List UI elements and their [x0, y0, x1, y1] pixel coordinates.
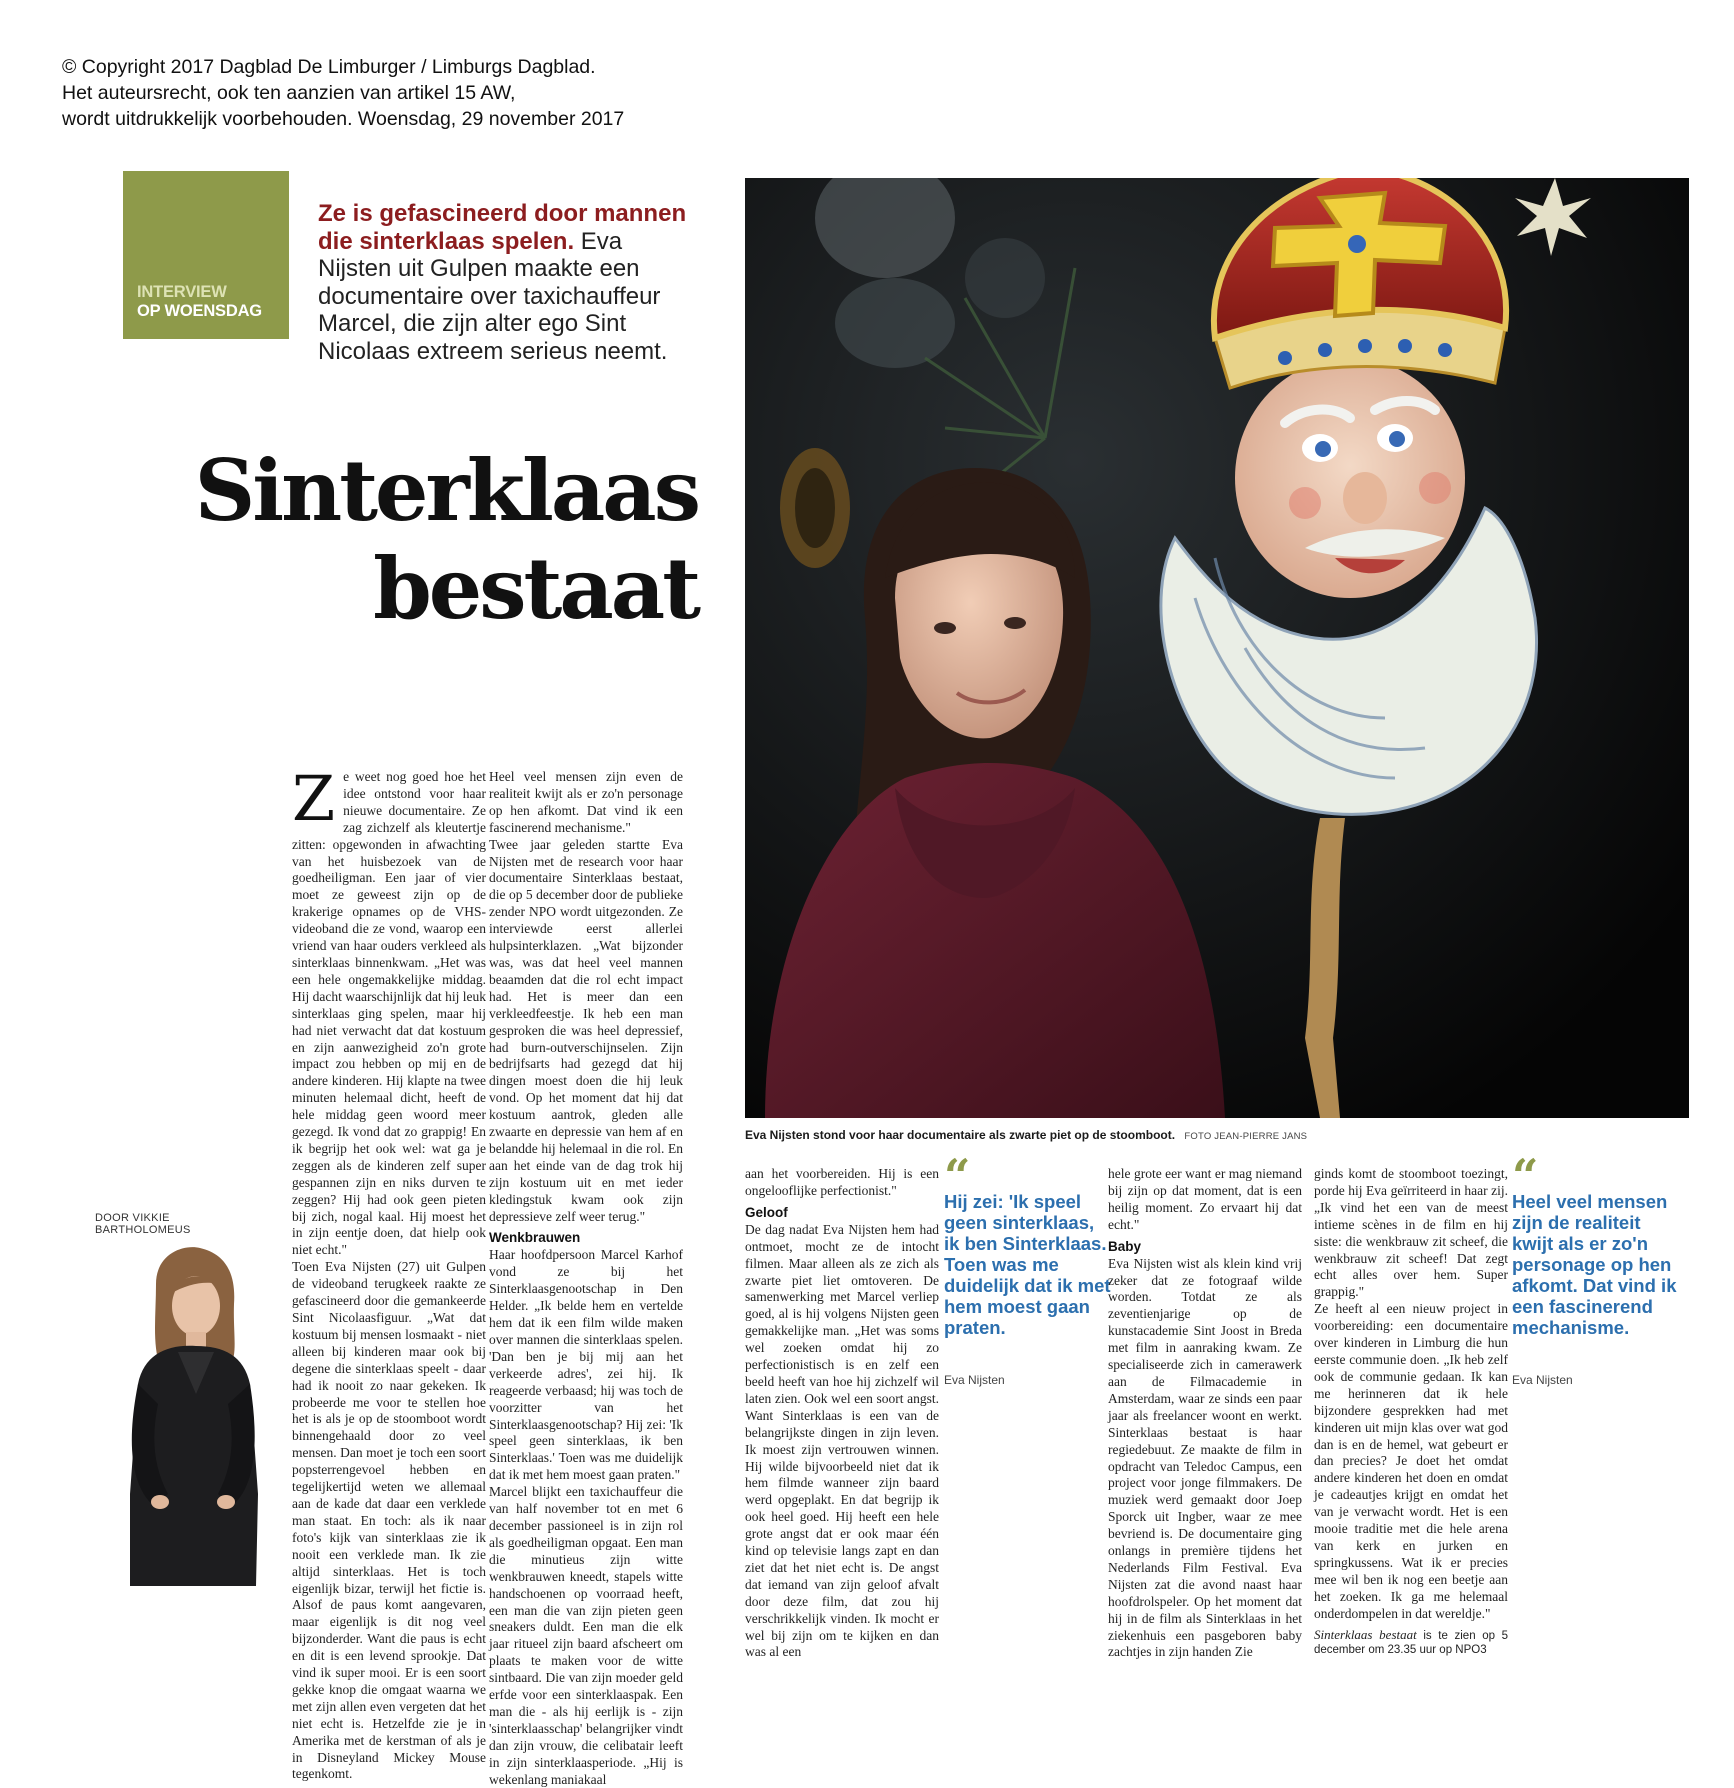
article-intro — [318, 200, 690, 365]
pull-quote-text: Heel veel mensen zijn de realiteit kwijt als er zo'n personage op hen afkomt. Dat vind ik een fascinerend mechanisme. — [1512, 1191, 1677, 1338]
pull-quote-1 — [944, 1149, 1114, 1391]
footnote-title: Sinterklaas bestaat — [1314, 1627, 1417, 1643]
copyright-notice — [62, 54, 702, 132]
headline-line-2: bestaat — [373, 539, 698, 638]
subheading-wenkbrauwen: Wenkbrauwen — [489, 1230, 581, 1246]
headline-line-1: Sinterklaas — [194, 441, 698, 540]
intro-lead: Ze is gefascineerd door mannen die sinterklaas spelen. — [318, 200, 687, 255]
paragraph: De dag nadat Eva Nijsten hem had ontmoet, mocht ze de intocht filmen. Maar alleen als ze zich als zwarte piet liet omtoveren. De samenwerking met Marcel verliep goed, al is hij volgens Nijsten geen gemakkelijke man. „Het was soms wel zoeken omdat hij zo perfectionistisch is en zelf een beeld heeft van hoe hij zichzelf wil laten zien. Ook wel een soort angst. Want Sinterklaas is een van de belangrijkste dingen in zijn leven. Ik moest zijn vertrouwen winnen. Hij wilde bijvoorbeeld niet dat ik hem filmde wanneer zijn baard werd opgeplakt. En dat begrijp ik ook heel goed. Hij heeft een hele grote angst dat er ook maar één kind op televisie langs zapt en dan ziet dat het niet echt is. De angst dat iemand van zijn geloof afvalt door deze film, dat zou hij verschrikkelijk vinden. Ik mocht er wel bij zijn om te kijken en dan was al een — [745, 1221, 939, 1660]
paragraph: hele grote eer want er mag niemand bij zijn op dat moment, dat is een heilig moment. Zo ervaart hij dat echt." — [1108, 1166, 1302, 1232]
subheading-baby: Baby — [1108, 1238, 1142, 1254]
footnote-text: is te zien op 5 december om 23.35 uur op NPO3 — [1314, 1630, 1509, 1657]
paragraph: Twee jaar geleden startte Eva Nijsten met de research voor haar documentaire Sinterklaas bestaat, die op 5 december door de publieke zender NPO wordt uitgezonden. Ze interviewde eerst allerlei hulpsinterklazen. „Wat bijzonder was, was dat heel veel mannen beaamden dat die rol echt impact had. Het is meer dan een verkleedfeestje. Ik heb een man gesproken die was heel depressief, had burn-outverschijnselen. Zijn bedrijfsarts had gezegd dat hij dingen moest doen die hij leuk vond. Op het moment dat hij dat kostuum aantrok, gleden alle zwaarte en depressie van hem af en belandde hij helemaal in die rol. En aan het einde van de dag trok hij zijn kostuum uit en met ieder kledingstuk kwam ook zijn depressieve zelf weer terug." — [489, 836, 683, 1224]
pull-quote-text: Hij zei: 'Ik speel geen sinterklaas, ik ben Sinterklaas. Toen was me duidelijk dat ik met hem moest gaan praten. — [944, 1191, 1111, 1338]
main-photo — [745, 178, 1689, 1118]
paragraph: Eva Nijsten wist als klein kind vrij zeker dat ze fotograaf wilde worden. Totdat ze als zeventienjarige op de kunstacademie Sint Joost in Breda met film in aanraking kwam. Ze specialiseerde zich in camerawerk aan de Filmacademie in Amsterdam, waar ze sinds een paar jaar als freelancer woont en werkt. Sinterklaas bestaat is haar regiedebuut. Ze maakte de film in opdracht van Teledoc Campus, een project voor jonge filmmakers. De muziek werd gemaakt door Joep Sporck uit Ingber, waar ze mee bevriend is. De documentaire ging onlangs in première tijdens het Nederlands Film Festival. Eva Nijsten zat die avond naast haar hoofdrolspeler. Op het moment dat hij in de film als Sinterklaas in het ziekenhuis een pasgeboren baby zachtjes in zijn handen Zie — [1108, 1255, 1302, 1660]
copyright-line-2: Het auteursrecht, ook ten aanzien van artikel 15 AW, — [62, 82, 516, 104]
paragraph — [292, 762, 486, 1259]
pull-quote-2 — [1512, 1149, 1682, 1391]
photo-credit: FOTO JEAN-PIERRE JANS — [1184, 1131, 1308, 1142]
headline — [178, 442, 698, 638]
paragraph: Heel veel mensen zijn even de realiteit kwijt als er zo'n personage op hen afkomt. Dat vind ik een fascinerend mechanisme." — [489, 769, 683, 835]
article-column-1 — [292, 762, 486, 1783]
author-photo — [108, 1244, 273, 1586]
quote-mark-icon: “ — [1512, 1149, 1539, 1203]
intro-rest: Eva Nijsten uit Gulpen maakte een documentaire over taxichauffeur Marcel, die zijn alter ego Sint Nicolaas extreem serieus neemt. — [318, 227, 668, 365]
main-photo-illustration — [745, 178, 1689, 1118]
byline: DOOR VIKKIE BARTHOLOMEUS — [95, 1212, 191, 1236]
pull-quote-attribution: Eva Nijsten — [944, 1373, 1005, 1387]
article-column-4 — [1108, 1166, 1302, 1661]
paragraph-text: e weet nog goed hoe het idee ontstond voor haar nieuwe documentaire. Ze zag zichzelf als kleutertje zitten: opgewonden in afwachting van het huisbezoek van de goedheiligman. Een jaar of vier moet ze geweest zijn op de krakerige opnames op de VHS-videoband die ze vond, waarop een vriend van haar ouders verkleed als sinterklaas binnenkwam. „Het was een hele ongemakkelijke middag. Hij dacht waarschijnlijk dat hij leuk sinterklaas ging spelen, maar hij had niet verwacht dat dat kostuum en zijn aanwezigheid zo'n grote impact zou hebben op mij en de andere kinderen. Hij klapte na twee minuten helemaal dicht, heeft de hele middag geen woord meer gezegd. Ik vond dat zo grappig! En ik begrijp het ook wel: wat ga je zeggen als de kinderen zelf super gespannen zijn en niks durven te zeggen? Hij had ook geen pieten bij zich, nogal kaal. Hij moest het in zijn eentje doen, dat hielp ook niet echt." — [292, 769, 486, 1258]
paragraph: ginds komt de stoomboot toezingt, porde hij Eva geïrriteerd in haar zij. „Ik vind het een van de meest intieme scènes in de film en hij siste: die wenkbrauw zit scheef, die wenkbrauw zit scheef! Dat zegt echt alles over hem. Super grappig." — [1314, 1166, 1508, 1300]
paragraph: Ze heeft al een nieuw project in voorbereiding: een documentaire over kinderen in Limburg die hun eerste communie doen. „Ik heb zelf ook de communie gedaan. Ik kan me herinneren dat ik hele bijzondere gesprekken had met kinderen uit mijn klas over wat god dan is en de hemel, wat gebeurt er dan precies? Je doet het omdat andere kinderen het doen en omdat je cadeautjes krijgt en omdat het van je verwacht wordt. Het is een mooie traditie met die hele arena van kerk en jurken en springkussens. Wat ik er precies mee wil ben ik nog een beetje aan het zoeken. Ik ga me helemaal onderdompelen in dat wereldje." — [1314, 1301, 1508, 1621]
copyright-line-3: wordt uitdrukkelijk voorbehouden. Woensdag, 29 november 2017 — [62, 108, 625, 130]
paragraph: aan het voorbereiden. Hij is een ongelooflijke perfectionist." — [745, 1166, 939, 1198]
drop-cap: Z — [292, 762, 336, 835]
article-column-3 — [745, 1166, 939, 1661]
paragraph: Toen Eva Nijsten (27) uit Gulpen de videoband terugkeek raakte ze gefascineerd door die gemankeerde Sint Nicolaasfiguur. „Wat dat kostuum bij mensen losmaakt - niet alleen bij kinderen maar ook bij degene die sinterklaas speelt - daar had ik nooit zo naar gekeken. Ik probeerde me voor te stellen hoe het is als je op de stoomboot wordt binnengehaald door zo veel mensen. Dan moet je toch een soort popsterrengevoel hebben en tegelijkertijd weten we allemaal aan de kade dat daar een verklede man staat. En toch: als ik naar foto's kijk van sinterklaas zie ik nooit een verklede man. Ik zie altijd sinterklaas. Het is toch eigenlijk bizar, terwijl het fictie is. Alsof de paus komt aangevaren, maar eigenlijk is dit nog veel bijzonderder. Want die paus is echt en dit is een levend sprookje. Dat vind ik super mooi. Er is een soort gekke knop die omgaat waarna we met zijn allen even vergeten dat het niet echt is. Hetzelfde zie je in Amerika met de kerstman of als je in Disneyland Mickey Mouse tegenkomt. — [292, 1259, 486, 1782]
copyright-line-1: © Copyright 2017 Dagblad De Limburger / Limburgs Dagblad. — [62, 56, 596, 78]
subheading-geloof: Geloof — [745, 1204, 788, 1220]
author-photo-illustration — [108, 1244, 273, 1586]
section-label-line-1: INTERVIEW — [137, 283, 227, 301]
article-column-5 — [1314, 1166, 1508, 1657]
photo-caption-text: Eva Nijsten stond voor haar documentaire als zwarte piet op de stoomboot. — [745, 1128, 1176, 1142]
section-label-box — [123, 171, 289, 339]
photo-caption — [745, 1128, 1689, 1142]
broadcast-footnote — [1314, 1628, 1508, 1657]
quote-mark-icon: “ — [944, 1149, 971, 1203]
article-column-2 — [489, 769, 683, 1788]
pull-quote-attribution: Eva Nijsten — [1512, 1373, 1573, 1387]
paragraph: Marcel blijkt een taxichauffeur die van half november tot en met 6 december passioneel is in zijn rol als goedheiligman opgaat. Een man die minutieus zijn witte wenkbrauwen kneedt, stapels witte handschoenen op voorraad heeft, een man die van zijn pieten geen sneakers duldt. Een man die elk jaar ritueel zijn baard afscheert om plaats te maken voor de witte sintbaard. Die van zijn moeder geld erfde voor een sinterklaaspak. Een man die - als hij eerlijk is - zijn 'sinterklaasschap' belangrijker vindt dan zijn vrouw, die celibatair leeft in zijn sinterklaasperiode. „Hij is wekenlang maniakaal — [489, 1484, 683, 1787]
section-label-line-2: OP WOENSDAG — [137, 302, 262, 320]
paragraph: Haar hoofdpersoon Marcel Karhof vond ze bij het Sinterklaasgenootschap in Den Helder. „Ik belde hem en vertelde hem dat ik een film wilde maken over mannen die sinterklaas spelen. 'Dan ben je bij mij aan het verkeerde adres', zei hij. Ik reageerde verbaasd; hij was toch de voorzitter van het Sinterklaasgenootschap? Hij zei: 'Ik speel geen sinterklaas, ik ben Sinterklaas.' Toen was me duidelijk dat ik met hem moest gaan praten." — [489, 1247, 683, 1483]
